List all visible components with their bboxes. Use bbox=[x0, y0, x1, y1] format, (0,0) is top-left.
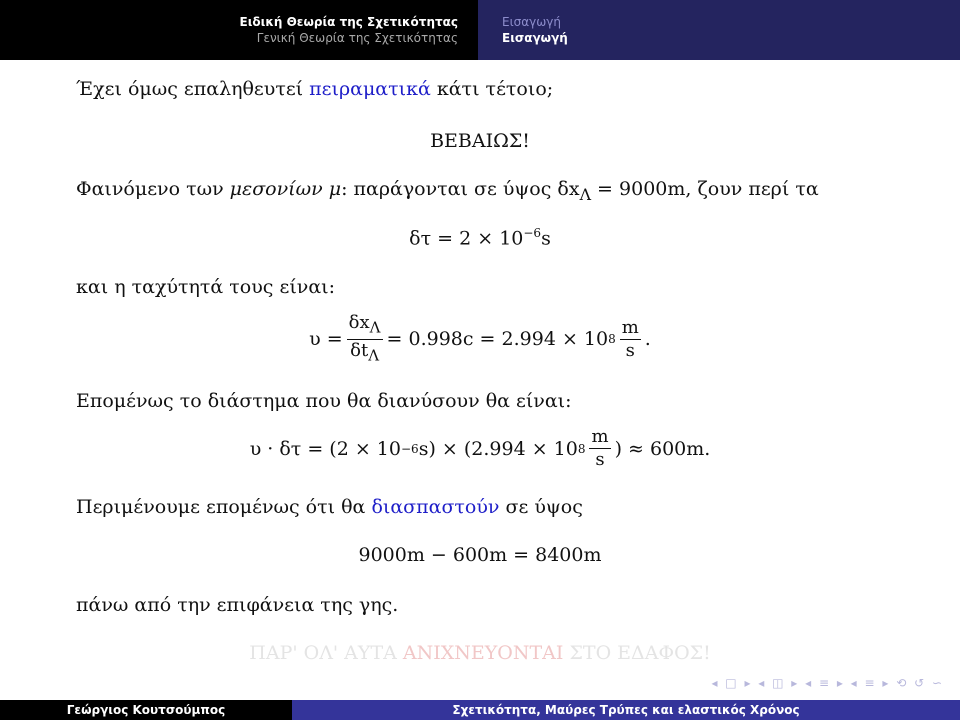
speed-num-sub: Λ bbox=[369, 318, 381, 337]
section-special-relativity[interactable]: Ειδική Θεωρία της Σχετικότητας bbox=[239, 15, 458, 29]
speed-num: δx bbox=[348, 312, 370, 333]
expect-line bbox=[76, 496, 583, 518]
subsection-nav bbox=[478, 0, 960, 60]
headline bbox=[0, 0, 960, 60]
speed-unit-num: m bbox=[621, 316, 639, 338]
question-start: Έχει όμως επαληθευτεί bbox=[76, 78, 310, 100]
decay-link[interactable]: διασπαστούν bbox=[371, 496, 500, 518]
speed-end: . bbox=[644, 328, 651, 351]
distance-end: ) ≈ 600m. bbox=[614, 437, 711, 460]
surface-line: πάνω από την επιφάνεια της γης. bbox=[76, 594, 399, 616]
muon-text-start: Φαινόμενο των bbox=[76, 178, 230, 200]
speed-equation bbox=[0, 312, 960, 366]
speed-mid: = 0.998c = 2.994 × 10 bbox=[386, 328, 609, 351]
speed-unit-den: s bbox=[625, 339, 635, 361]
muon-text-mid: : παράγονται σε ύψος δx bbox=[341, 178, 580, 200]
height-equation: 9000m − 600m = 8400m bbox=[358, 544, 602, 566]
question-end: κάτι τέτοιο; bbox=[430, 78, 554, 100]
speed-den-sub: Λ bbox=[368, 346, 380, 365]
speed-lhs: υ = bbox=[309, 328, 343, 351]
distance-equation bbox=[0, 426, 960, 471]
slide-content bbox=[0, 60, 960, 700]
lifetime-lhs: δτ = 2 × 10 bbox=[409, 227, 524, 250]
muon-italic: μεσονίων μ bbox=[229, 178, 342, 200]
distance-mid: s) × (2.994 × 10 bbox=[418, 437, 578, 460]
subsection-introduction-inactive[interactable]: Εισαγωγή bbox=[502, 15, 562, 29]
experimentally-link[interactable]: πειραματικά bbox=[309, 78, 431, 100]
speed-den: δt bbox=[350, 339, 369, 361]
presentation-title: Σχετικότητα, Μαύρες Τρύπες και ελαστικός Χρόνος bbox=[292, 700, 960, 720]
speed-text: και η ταχύτητά τους είναι: bbox=[76, 276, 336, 298]
muon-line bbox=[76, 178, 819, 204]
distance-exponent-1: −6 bbox=[400, 441, 419, 456]
distance-unit-num: m bbox=[591, 426, 609, 447]
expect-start: Περιμένουμε επομένως ότι θα bbox=[76, 496, 372, 518]
beamer-navigation-bar[interactable]: ◂ □ ▸ ◂ ◫ ▸ ◂ ≡ ▸ ◂ ≡ ▸ ⟲ ↺ ∽ bbox=[711, 676, 944, 690]
answer-certainly: ΒΕΒΑΙΩΣ! bbox=[430, 130, 530, 152]
faded-start: ΠΑΡ' ΟΛ' ΑΥΤΑ bbox=[249, 642, 403, 664]
speed-unit bbox=[620, 317, 641, 362]
lifetime-exponent: −6 bbox=[523, 226, 542, 240]
dx-over-dt bbox=[347, 312, 383, 366]
footer bbox=[0, 700, 960, 720]
faded-conclusion bbox=[0, 642, 960, 664]
speed-exponent: 8 bbox=[608, 332, 616, 347]
distance-unit bbox=[589, 426, 610, 471]
section-general-relativity[interactable]: Γενική Θεωρία της Σχετικότητας bbox=[256, 31, 458, 45]
faded-end: ΣΤΟ ΕΔΑΦΟΣ! bbox=[563, 642, 711, 664]
section-nav bbox=[0, 0, 478, 60]
muon-text-end: = 9000m, ζουν περί τα bbox=[591, 178, 819, 200]
lifetime-equation bbox=[0, 226, 960, 249]
expect-end: σε ύψος bbox=[499, 496, 583, 518]
faded-highlight: ΑΝΙΧΝΕΥΟΝΤΑΙ bbox=[402, 642, 564, 664]
author-name: Γεώργιος Κουτσούμπος bbox=[0, 700, 292, 720]
distance-lhs: υ · δτ = (2 × 10 bbox=[249, 437, 401, 460]
distance-text: Επομένως το διάστημα που θα διανύσουν θα είναι: bbox=[76, 390, 572, 412]
question-line bbox=[76, 78, 553, 100]
distance-unit-den: s bbox=[595, 449, 605, 470]
lifetime-unit: s bbox=[541, 227, 551, 250]
muon-subscript: Λ bbox=[579, 184, 592, 204]
distance-exponent-2: 8 bbox=[577, 441, 586, 456]
subsection-introduction-active[interactable]: Εισαγωγή bbox=[502, 31, 568, 45]
